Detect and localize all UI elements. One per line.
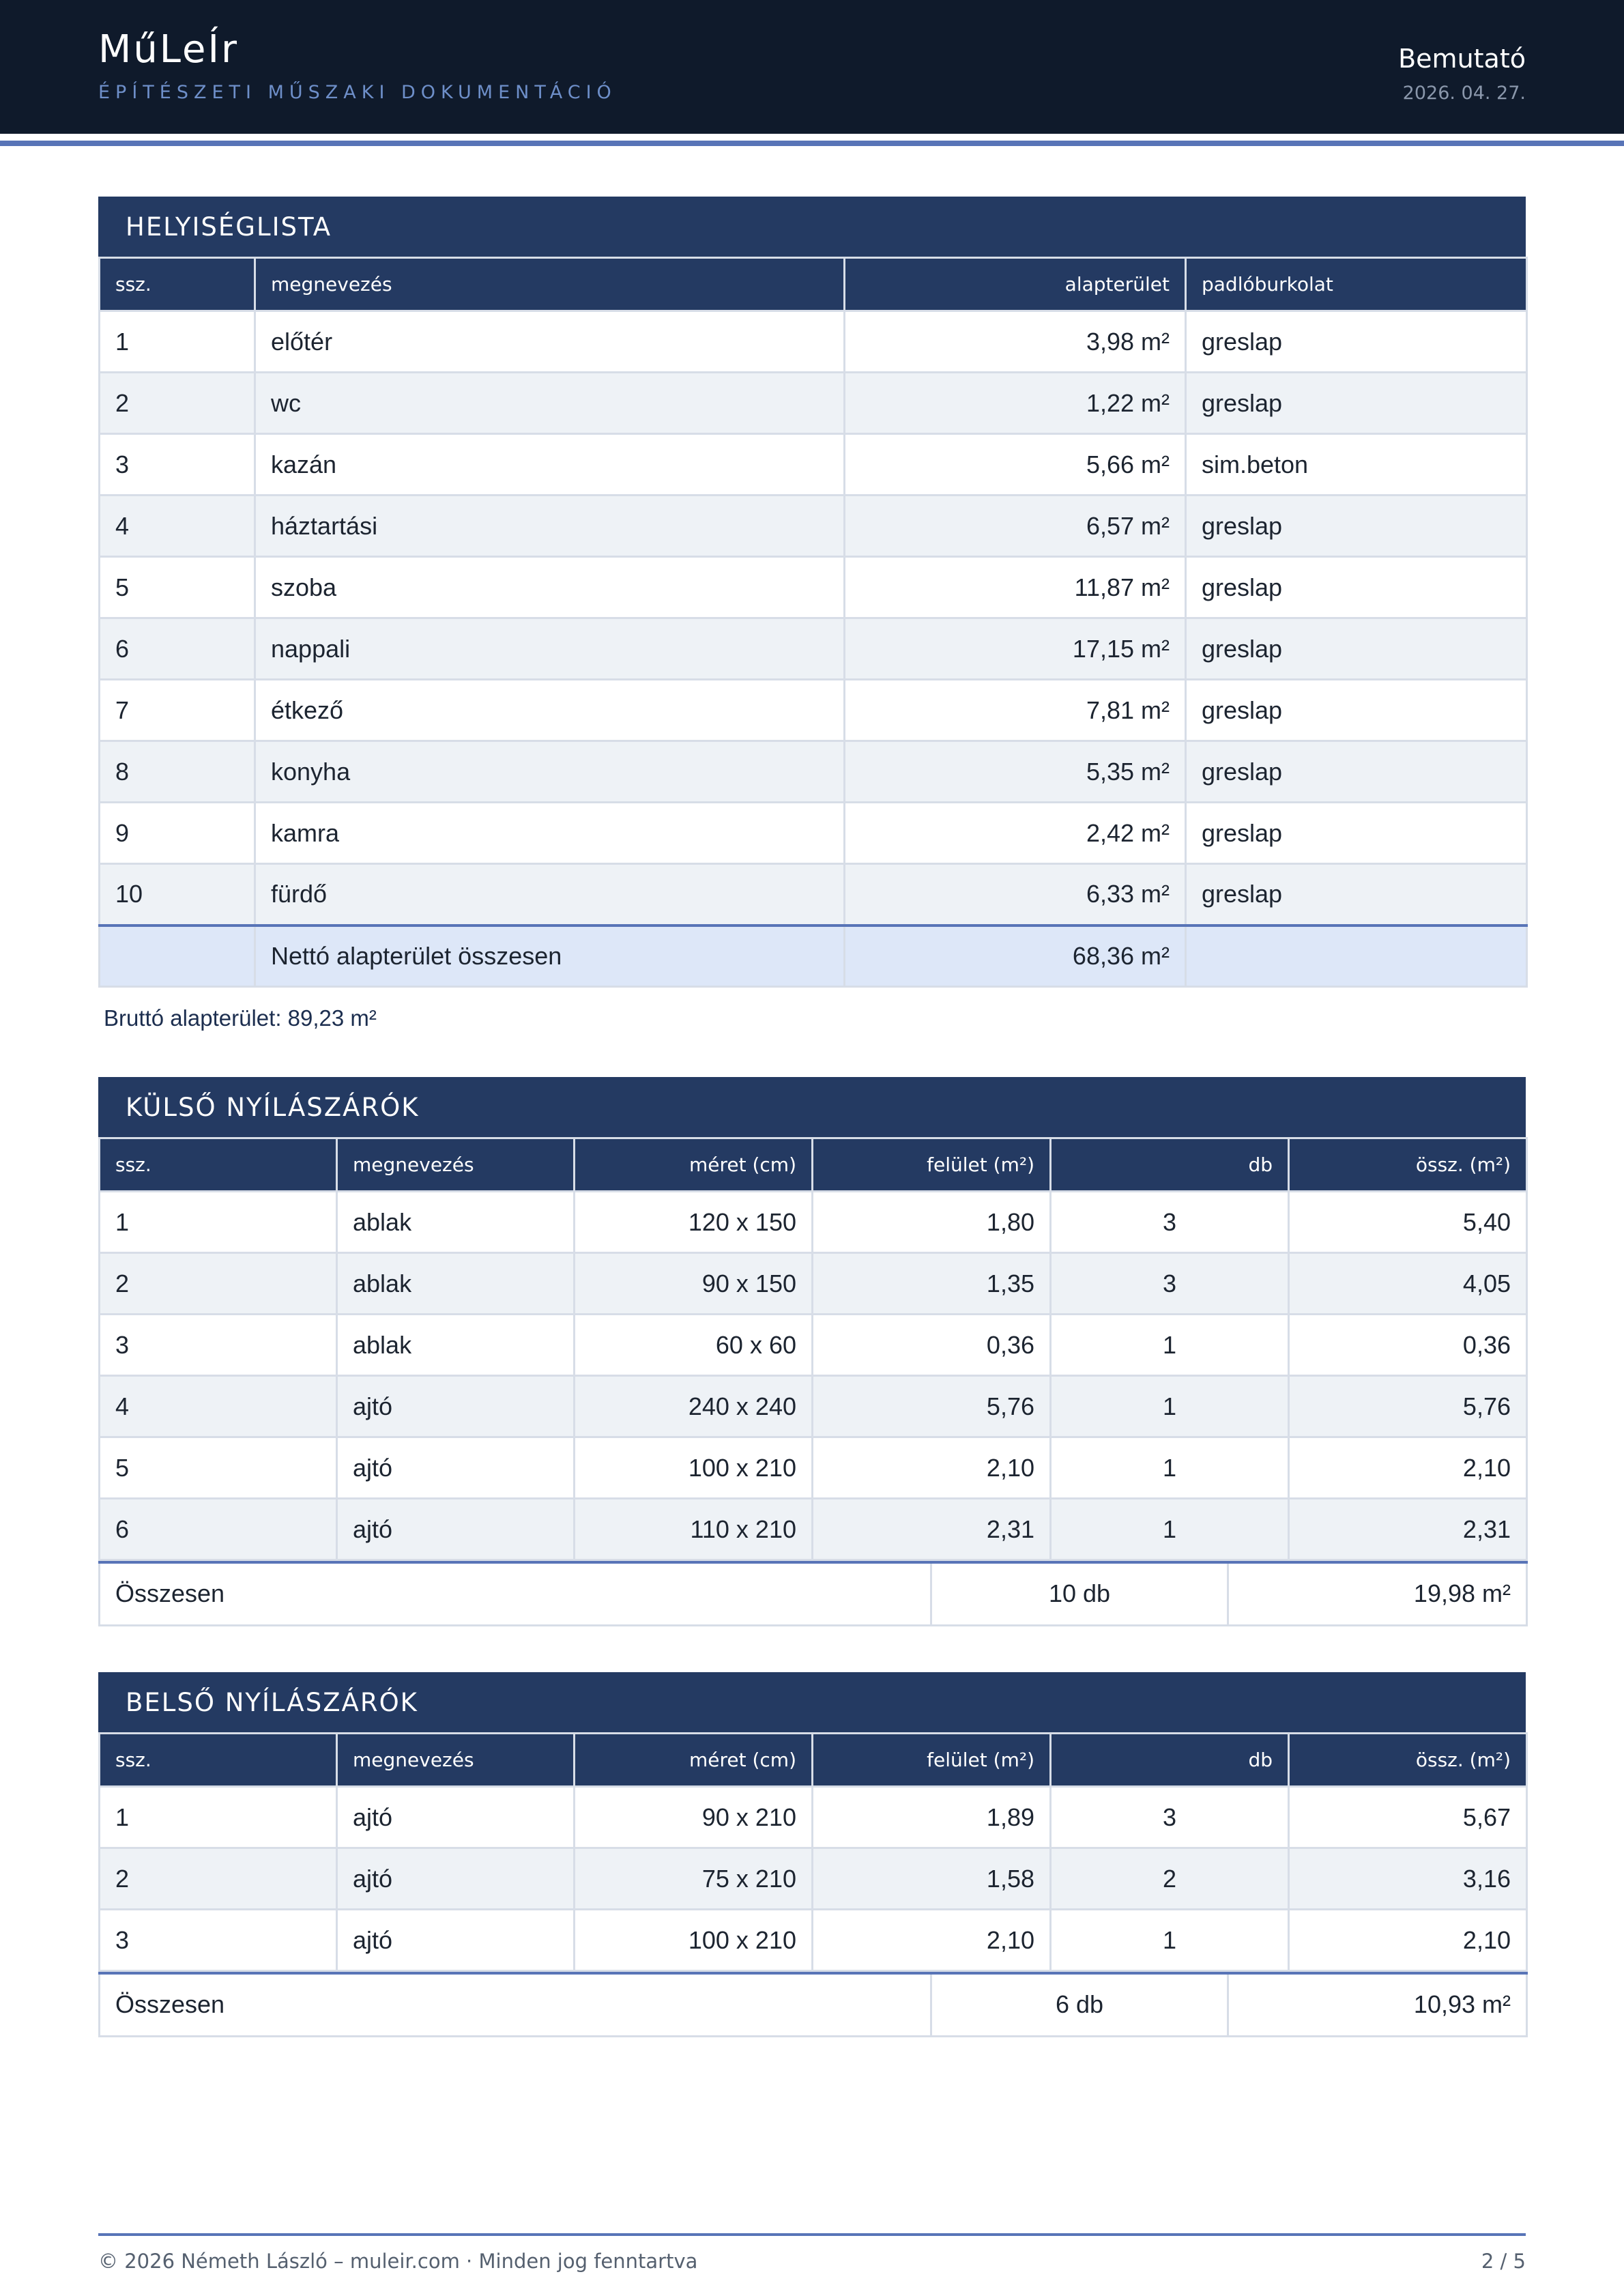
cell-ssz: 2 [100,1848,337,1910]
cell-ssz: 1 [100,1192,337,1253]
column-header-name: megnevezés [337,1734,575,1787]
table-row [100,496,1527,557]
room-list-title: HELYISÉGLISTA [98,197,1526,257]
cell-room-name: kamra [255,803,845,864]
cell-ssz: 3 [100,434,255,496]
cell-sum: 0,36 [1289,1315,1527,1376]
internal-total-label: Összesen [100,1973,931,2036]
cell-sum: 2,10 [1289,1437,1527,1499]
cell-flooring: sim.beton [1186,434,1527,496]
cell-count: 3 [1051,1253,1289,1315]
table-row [100,803,1527,864]
cell-room-name: fürdő [255,864,845,925]
cell-opening-name: ajtó [337,1910,575,1971]
cell-count: 1 [1051,1910,1289,1971]
cell-sum: 4,05 [1289,1253,1527,1315]
cell-flooring: greslap [1186,373,1527,434]
cell-size: 90 x 210 [575,1787,813,1848]
cell-area: 7,81 m² [845,680,1186,741]
column-header-sum: össz. (m²) [1289,1138,1527,1192]
external-table-header [100,1138,1527,1192]
column-header-surface: felület (m²) [813,1138,1051,1192]
cell-sum: 5,40 [1289,1192,1527,1253]
cell-ssz: 4 [100,1376,337,1437]
cell-count: 2 [1051,1848,1289,1910]
cell-ssz: 1 [100,311,255,373]
cell-area: 3,98 m² [845,311,1186,373]
cell-opening-name: ablak [337,1192,575,1253]
column-header-ssz: ssz. [100,1138,337,1192]
cell-ssz: 6 [100,618,255,680]
cell-size: 240 x 240 [575,1376,813,1437]
cell-flooring: greslap [1186,496,1527,557]
footer-divider [98,2233,1526,2236]
cell-count: 1 [1051,1315,1289,1376]
brand-subtitle: ÉPÍTÉSZETI MŰSZAKI DOKUMENTÁCIÓ [98,82,617,103]
column-header-ssz: ssz. [100,1734,337,1787]
cell-ssz: 3 [100,1910,337,1971]
cell-count: 3 [1051,1787,1289,1848]
cell-flooring: greslap [1186,311,1527,373]
table-row [100,680,1527,741]
header-accent-line [0,141,1624,146]
column-header-sum: össz. (m²) [1289,1734,1527,1787]
column-header-count: db [1051,1734,1289,1787]
internal-openings-table [98,1732,1528,1972]
cell-room-name: étkező [255,680,845,741]
cell-area: 5,35 m² [845,741,1186,803]
cell-ssz: 4 [100,496,255,557]
internal-total-count: 6 db [931,1973,1228,2036]
net-area-total-row [100,925,1527,987]
cell-opening-name: ajtó [337,1787,575,1848]
cell-ssz: 10 [100,864,255,925]
cell-room-name: kazán [255,434,845,496]
cell-ssz: 9 [100,803,255,864]
cell-size: 100 x 210 [575,1910,813,1971]
cell-sum: 2,31 [1289,1499,1527,1560]
net-area-total-label: Nettó alapterület összesen [255,925,845,987]
table-row [100,557,1527,618]
cell-sum: 5,76 [1289,1376,1527,1437]
cell-surface: 0,36 [813,1315,1051,1376]
cell-area: 11,87 m² [845,557,1186,618]
cell-count: 1 [1051,1376,1289,1437]
cell-opening-name: ajtó [337,1437,575,1499]
internal-openings-title: BELSŐ NYÍLÁSZÁRÓK [98,1672,1526,1732]
cell-sum: 3,16 [1289,1848,1527,1910]
cell-surface: 2,10 [813,1437,1051,1499]
cell-room-name: előtér [255,311,845,373]
table-row [100,373,1527,434]
cell-flooring: greslap [1186,557,1527,618]
external-total-area: 19,98 m² [1228,1562,1527,1625]
cell-opening-name: ajtó [337,1376,575,1437]
gross-area-note: Bruttó alapterület: 89,23 m² [104,1005,377,1031]
external-total-count: 10 db [931,1562,1228,1625]
cell-area: 6,33 m² [845,864,1186,925]
table-row [100,311,1527,373]
cell-room-name: nappali [255,618,845,680]
cell-ssz: 1 [100,1787,337,1848]
cell-area: 17,15 m² [845,618,1186,680]
internal-total-row [98,1972,1528,2037]
document-date: 2026. 04. 27. [1402,83,1526,104]
cell-surface: 1,80 [813,1192,1051,1253]
table-row [100,1376,1527,1437]
cell-size: 120 x 150 [575,1192,813,1253]
cell-room-name: wc [255,373,845,434]
column-header-flooring: padlóburkolat [1186,258,1527,311]
page-number: 2 / 5 [1481,2250,1526,2273]
cell-opening-name: ajtó [337,1848,575,1910]
cell-ssz: 5 [100,1437,337,1499]
brand-title: MűLeÍr [98,27,240,72]
cell-surface: 1,89 [813,1787,1051,1848]
column-header-area: alapterület [845,258,1186,311]
table-row [100,1315,1527,1376]
external-openings-section [98,1077,1526,1626]
cell-surface: 5,76 [813,1376,1051,1437]
cell-ssz: 3 [100,1315,337,1376]
cell-flooring: greslap [1186,864,1527,925]
table-row [100,434,1527,496]
cell-flooring: greslap [1186,618,1527,680]
cell-opening-name: ablak [337,1315,575,1376]
table-row [100,741,1527,803]
cell-flooring: greslap [1186,803,1527,864]
cell-area: 1,22 m² [845,373,1186,434]
cell-flooring: greslap [1186,741,1527,803]
table-row [100,1253,1527,1315]
table-row [100,1787,1527,1848]
cell-size: 100 x 210 [575,1437,813,1499]
table-row [100,1192,1527,1253]
cell-room-name: háztartási [255,496,845,557]
external-total-label: Összesen [100,1562,931,1625]
table-row [100,1910,1527,1971]
column-header-size: méret (cm) [575,1138,813,1192]
total-empty-cell [100,925,255,987]
footer-copyright: © 2026 Németh László – muleir.com · Minden jog fenntartva [98,2250,698,2273]
table-row [100,864,1527,925]
room-list-section [98,197,1526,1031]
room-table-header [100,258,1527,311]
cell-surface: 2,10 [813,1910,1051,1971]
cell-ssz: 2 [100,1253,337,1315]
external-total-row [98,1561,1528,1626]
table-row [100,1499,1527,1560]
column-header-count: db [1051,1138,1289,1192]
column-header-name: megnevezés [337,1138,575,1192]
cell-count: 3 [1051,1192,1289,1253]
column-header-name: megnevezés [255,258,845,311]
cell-count: 1 [1051,1499,1289,1560]
column-header-ssz: ssz. [100,258,255,311]
cell-ssz: 6 [100,1499,337,1560]
cell-ssz: 2 [100,373,255,434]
cell-ssz: 7 [100,680,255,741]
column-header-size: méret (cm) [575,1734,813,1787]
document-title: Bemutató [1398,44,1526,74]
internal-total-area: 10,93 m² [1228,1973,1527,2036]
cell-size: 110 x 210 [575,1499,813,1560]
net-area-total-value: 68,36 m² [845,925,1186,987]
cell-size: 60 x 60 [575,1315,813,1376]
cell-sum: 2,10 [1289,1910,1527,1971]
table-row [100,1848,1527,1910]
external-openings-title: KÜLSŐ NYÍLÁSZÁRÓK [98,1077,1526,1137]
cell-flooring: greslap [1186,680,1527,741]
cell-opening-name: ajtó [337,1499,575,1560]
room-list-table [98,257,1528,988]
cell-surface: 1,35 [813,1253,1051,1315]
cell-sum: 5,67 [1289,1787,1527,1848]
cell-area: 6,57 m² [845,496,1186,557]
cell-count: 1 [1051,1437,1289,1499]
cell-size: 75 x 210 [575,1848,813,1910]
total-empty-cell [1186,925,1527,987]
internal-openings-section [98,1672,1526,2037]
column-header-surface: felület (m²) [813,1734,1051,1787]
external-openings-table [98,1137,1528,1561]
page-header [0,0,1624,134]
table-row [100,618,1527,680]
cell-room-name: konyha [255,741,845,803]
cell-surface: 1,58 [813,1848,1051,1910]
cell-area: 2,42 m² [845,803,1186,864]
cell-opening-name: ablak [337,1253,575,1315]
cell-size: 90 x 150 [575,1253,813,1315]
cell-room-name: szoba [255,557,845,618]
internal-table-header [100,1734,1527,1787]
cell-ssz: 8 [100,741,255,803]
cell-ssz: 5 [100,557,255,618]
cell-surface: 2,31 [813,1499,1051,1560]
table-row [100,1437,1527,1499]
cell-area: 5,66 m² [845,434,1186,496]
